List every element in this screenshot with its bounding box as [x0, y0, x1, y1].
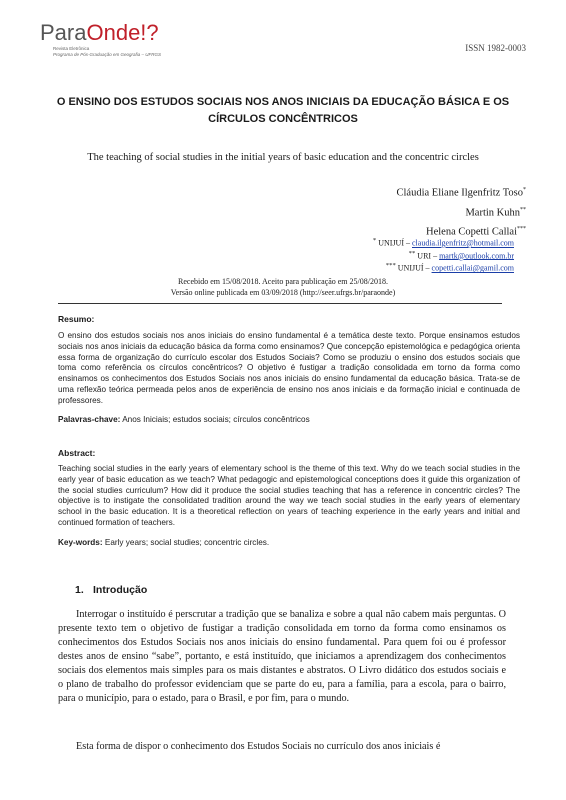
affiliation-1: * UNIJUÍ – claudia.ilgenfritz@hotmail.com: [372, 237, 514, 248]
abstract-text: Teaching social studies in the early years of elementary school is the theme of this text. Why do we teach social studies in the early year of basic education as we teach? What pedagogic and epistemological conceptions does it guide this organization of the social studies curriculum? How did it produce the social studies teaching that has a reference in concentric circles? The objective is to instigate the consolidated tradition around the way we teach social studies in the early years of elementary school in the basic education. It is a theoretical reflection on years of teaching experience in the early years and initial and continued formation of teachers.: [58, 464, 520, 527]
section-heading: [75, 584, 147, 596]
logo-part-onde: Onde!?: [86, 20, 159, 45]
introduction-body: [58, 608, 506, 706]
resumo-text: O ensino dos estudos sociais nos anos iniciais do ensino fundamental é a temática deste texto. Porque ensinamos estudos sociais nos anos iniciais da educação básica da forma como ensinamos? Que concepção epistemológica e pedagógica orienta essa forma de organização do currículo escolar dos Estudos Sociais? Como se produziu o ensino dos estudos sociais que toma como referência os círculos concêntricos? O objetivo é fustigar a tradição consolidada em torno da forma como ensinamos os conhecimentos dos Estudos Sociais nos anos iniciais do ensino fundamental da educação básica. Trata-se de uma reflexão teórica permeada pelos anos de experiência de ensino nos anos iniciais e da formação inicial e continuada de professores.: [58, 331, 520, 405]
journal-logo: [40, 22, 230, 72]
logo-program: Programa de Pós-Graduação em Geografia – UFRGS: [53, 52, 162, 57]
affiliation-list: [373, 236, 514, 274]
logo-wordmark: [40, 22, 230, 44]
abstract-keywords: [58, 538, 520, 549]
keywords-label: Key-words:: [58, 538, 103, 547]
keywords-label: Palavras-chave:: [58, 415, 121, 424]
abstract-label: Abstract:: [58, 448, 96, 458]
affiliation-2: ** URI – martk@outlook.com.br: [408, 249, 514, 261]
email-link[interactable]: copetti.callai@gamil.com: [431, 263, 514, 273]
email-link[interactable]: martk@outlook.com.br: [439, 251, 514, 261]
logo-subtitle: Revista Eletrônica: [53, 46, 90, 51]
resumo-keywords: [58, 415, 520, 426]
introduction-body-continued: [58, 740, 506, 754]
resumo-label: Resumo:: [58, 314, 95, 324]
section-number: 1.: [75, 584, 84, 596]
divider: [58, 303, 502, 304]
english-title: The teaching of social studies in the initial years of basic education and the concentric circles: [87, 152, 479, 163]
logo-part-para: Para: [40, 20, 87, 45]
author-3: Helena Copetti Callai***: [426, 226, 526, 238]
paragraph: Interrogar o instituído é perscrutar a tradição que se banaliza e sobre a qual não cabem mais perguntas. O presente texto tem o objetivo de fustigar a tradição consolidada em torno da forma como ensinamos os conhecimentos dos Estudos Sociais nos anos iniciais do ensino fundamental. Para quem foi ou é professor destes anos de ensino “sabe”, portanto, e está instituído, que iniciamos a aprendizagem dos conhecimentos sociais dos elementos mais simples para os mais distantes e abstratos. O Livro didático dos estudos sociais e o plano de trabalho do professor evidenciam que se parte do eu, para a família, para a escola, para o bairro, para o município, para o estado, para o Brasil, e por fim, para o mundo.: [58, 609, 506, 704]
paper-title: O ENSINO DOS ESTUDOS SOCIAIS NOS ANOS INICIAIS DA EDUCAÇÃO BÁSICA E OS CÍRCULOS CONCÊNTRICOS: [56, 96, 510, 125]
received-accepted-dates: Recebido em 15/08/2018. Aceito para publicação em 25/08/2018.: [178, 277, 388, 286]
affiliation-3: *** UNIJUÍ – copetti.callai@gamil.com: [385, 262, 514, 273]
email-link[interactable]: claudia.ilgenfritz@hotmail.com: [412, 238, 514, 248]
author-1: Cláudia Eliane Ilgenfritz Toso*: [396, 187, 526, 199]
keywords-value: Anos Iniciais; estudos sociais; círculos concêntricos: [122, 415, 310, 424]
keywords-value: Early years; social studies; concentric circles.: [104, 538, 270, 547]
paragraph: Esta forma de dispor o conhecimento dos Estudos Sociais no currículo dos anos iniciais é: [76, 741, 441, 752]
section-title: Introdução: [93, 584, 148, 596]
author-list: [397, 182, 527, 241]
online-publication-date: Versão online publicada em 03/09/2018 (http://seer.ufrgs.br/paraonde): [170, 288, 396, 297]
author-2: Martin Kuhn**: [465, 206, 526, 218]
issn-label: ISSN 1982-0003: [465, 43, 526, 53]
publication-dates: [40, 276, 526, 298]
